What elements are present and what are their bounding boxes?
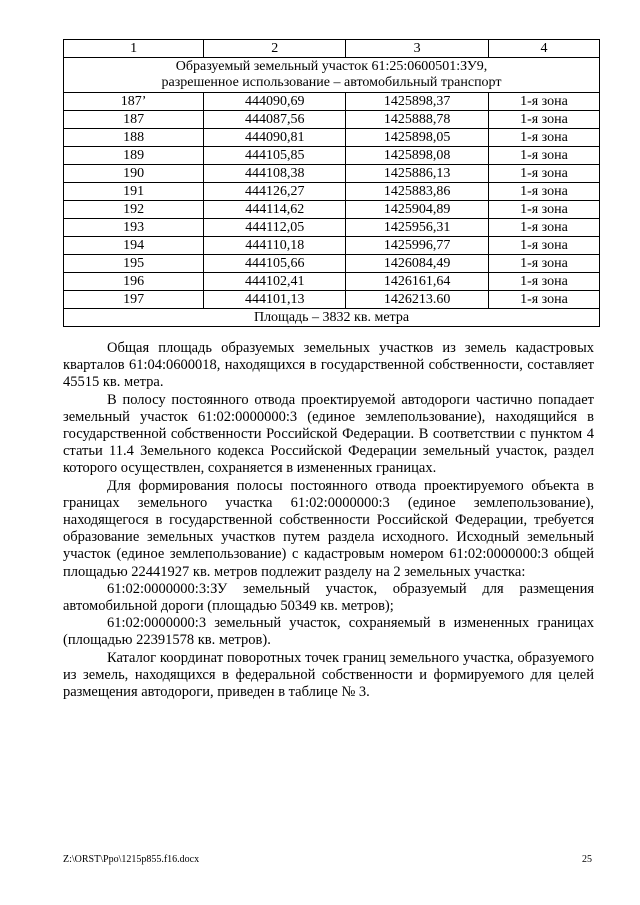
table-row [64, 219, 600, 237]
point-number-cell: 195 [64, 255, 204, 273]
y-coordinate-cell: 1425886,13 [346, 165, 489, 183]
paragraph-total-area: Общая площадь образуемых земельных участков из земель кадастровых кварталов 61:04:0600018, находящихся в государственной собственности, составляет 45515 кв. метра. [63, 340, 594, 391]
footer-page-number: 25 [582, 854, 592, 865]
x-coordinate-cell: 444108,38 [204, 165, 346, 183]
y-coordinate-cell: 1425898,05 [346, 129, 489, 147]
zone-cell: 1-я зона [488, 219, 599, 237]
table-row [64, 165, 600, 183]
x-coordinate-cell: 444101,13 [204, 291, 346, 309]
column-header: 2 [204, 40, 346, 58]
y-coordinate-cell: 1425996,77 [346, 237, 489, 255]
table-section-row [64, 58, 600, 93]
x-coordinate-cell: 444126,27 [204, 183, 346, 201]
x-coordinate-cell: 444105,85 [204, 147, 346, 165]
table-row [64, 291, 600, 309]
point-number-cell: 189 [64, 147, 204, 165]
point-number-cell: 193 [64, 219, 204, 237]
zone-cell: 1-я зона [488, 111, 599, 129]
section-title-line-2: разрешенное использование – автомобильный транспорт [161, 75, 502, 90]
x-coordinate-cell: 444105,66 [204, 255, 346, 273]
y-coordinate-cell: 1426161,64 [346, 273, 489, 291]
y-coordinate-cell: 1425898,37 [346, 93, 489, 111]
y-coordinate-cell: 1425888,78 [346, 111, 489, 129]
y-coordinate-cell: 1426213.60 [346, 291, 489, 309]
table-row [64, 201, 600, 219]
table-row [64, 147, 600, 165]
y-coordinate-cell: 1425898,08 [346, 147, 489, 165]
x-coordinate-cell: 444090,81 [204, 129, 346, 147]
point-number-cell: 196 [64, 273, 204, 291]
point-number-cell: 187’ [64, 93, 204, 111]
x-coordinate-cell: 444102,41 [204, 273, 346, 291]
paragraph-right-of-way: В полосу постоянного отвода проектируемой автодороги частично попадает земельный участок 61:02:0000000:3 (единое землепользование), находящийся в государственной собственности Российской Федерации. В соответствии с пунктом 4 статьи 11.4 Земельного кодекса Российской Федерации земельный участок, раздел которого осуществлен, сохраняется в измененных границах. [63, 391, 594, 477]
area-total-cell: Площадь – 3832 кв. метра [64, 309, 600, 327]
y-coordinate-cell: 1425956,31 [346, 219, 489, 237]
zone-cell: 1-я зона [488, 147, 599, 165]
table-row [64, 255, 600, 273]
zone-cell: 1-я зона [488, 93, 599, 111]
zone-cell: 1-я зона [488, 291, 599, 309]
zone-cell: 1-я зона [488, 129, 599, 147]
point-number-cell: 192 [64, 201, 204, 219]
table-area-row [64, 309, 600, 327]
table-row [64, 237, 600, 255]
table-row [64, 183, 600, 201]
zone-cell: 1-я зона [488, 183, 599, 201]
point-number-cell: 197 [64, 291, 204, 309]
table-row [64, 273, 600, 291]
coordinates-table [63, 39, 600, 327]
y-coordinate-cell: 1425883,86 [346, 183, 489, 201]
paragraph-division: Для формирования полосы постоянного отвода проектируемого объекта в границах земельного участка 61:02:0000000:3 (единое землепользование), находящегося в государственной собственности Российской Федерации, требуется образование земельных участков путем раздела исходного. Исходный земельный участок (единое землепользование) с кадастровым номером 61:02:0000000:3 общей площадью 22441927 кв. метров подлежит разделу на 2 земельных участка: [63, 477, 594, 580]
zone-cell: 1-я зона [488, 255, 599, 273]
x-coordinate-cell: 444087,56 [204, 111, 346, 129]
column-header: 3 [346, 40, 489, 58]
x-coordinate-cell: 444114,62 [204, 201, 346, 219]
x-coordinate-cell: 444110,18 [204, 237, 346, 255]
point-number-cell: 187 [64, 111, 204, 129]
x-coordinate-cell: 444090,69 [204, 93, 346, 111]
table-row [64, 111, 600, 129]
point-number-cell: 194 [64, 237, 204, 255]
column-header: 1 [64, 40, 204, 58]
section-title-line-1: Образуемый земельный участок 61:25:0600501:ЗУ9, [175, 59, 488, 74]
point-number-cell: 188 [64, 129, 204, 147]
zone-cell: 1-я зона [488, 165, 599, 183]
point-number-cell: 190 [64, 165, 204, 183]
section-title-cell [64, 58, 600, 93]
point-number-cell: 191 [64, 183, 204, 201]
body-text [63, 340, 594, 701]
zone-cell: 1-я зона [488, 237, 599, 255]
footer-file-path: Z:\ORST\Ppo\1215p855.f16.docx [63, 854, 200, 865]
paragraph-remaining-plot: 61:02:0000000:3 земельный участок, сохраняемый в измененных границах (площадью 22391578 кв. метров). [63, 615, 594, 649]
paragraph-catalog-reference: Каталог координат поворотных точек границ земельного участка, образуемого из земель, находящихся в федеральной собственности и формируемого для целей размещения автодороги, приведен в таблице № 3. [63, 649, 594, 701]
y-coordinate-cell: 1426084,49 [346, 255, 489, 273]
x-coordinate-cell: 444112,05 [204, 219, 346, 237]
column-header: 4 [488, 40, 599, 58]
table-row [64, 129, 600, 147]
zone-cell: 1-я зона [488, 273, 599, 291]
table-row [64, 93, 600, 111]
y-coordinate-cell: 1425904,89 [346, 201, 489, 219]
zone-cell: 1-я зона [488, 201, 599, 219]
table-header-row [64, 40, 600, 58]
paragraph-new-plot: 61:02:0000000:3:ЗУ земельный участок, образуемый для размещения автомобильной дороги (площадью 50349 кв. метров); [63, 580, 594, 615]
